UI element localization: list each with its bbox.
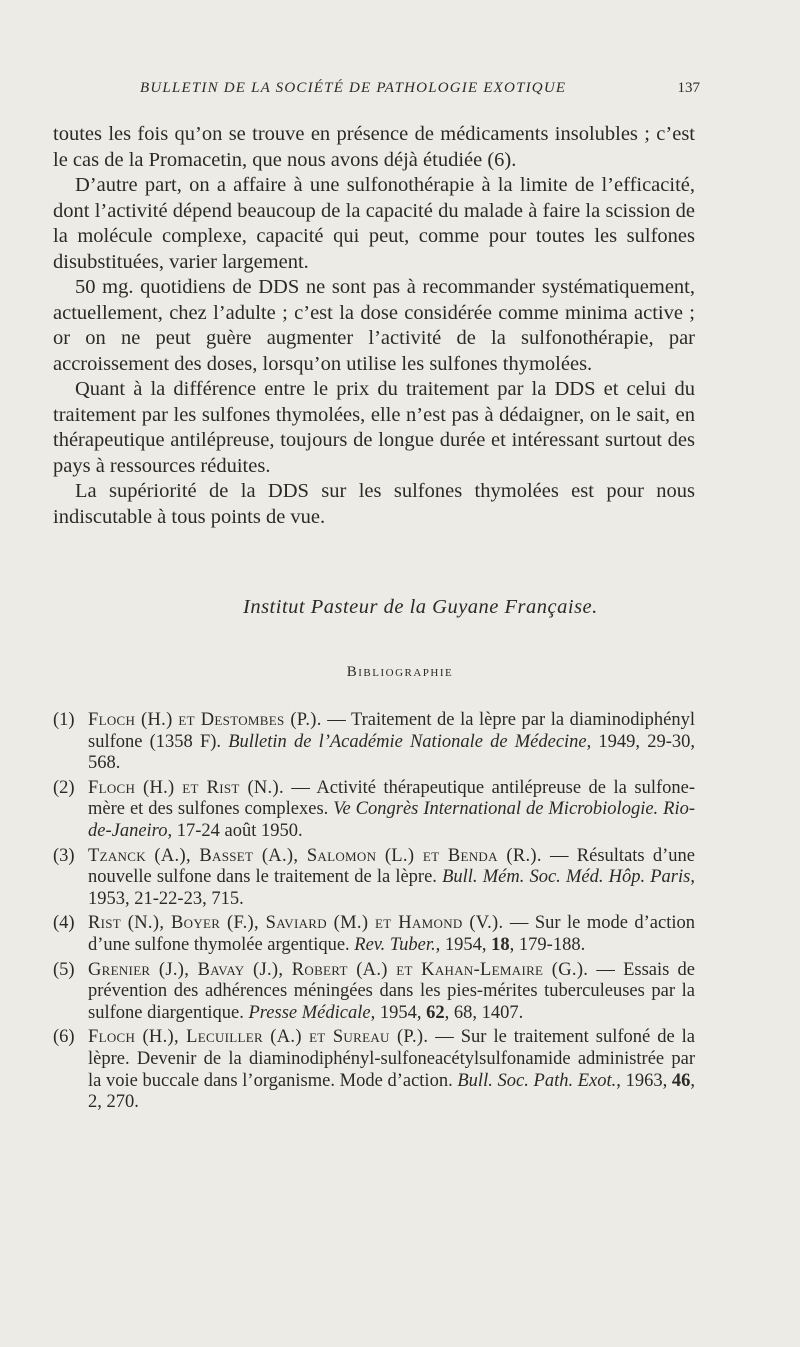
reference-item (53, 960, 695, 1025)
running-header (140, 80, 700, 97)
bibliography-heading: Bibliographie (346, 664, 454, 680)
reference-item (53, 846, 695, 911)
reference-pages: , 68, 1407. (444, 1002, 524, 1023)
reference-details: , 1963, (616, 1070, 672, 1091)
reference-title: — Sur le traitement sulfoné de la lèpre. Devenir de la diaminodiphényl-sulfoneacétylsulfonamide administrée par la voie buccale dans l’organisme. Mode d’action. (88, 1027, 695, 1091)
institution-signature: Institut Pasteur de la Guyane Française. (243, 596, 598, 618)
reference-number: (1) (53, 710, 75, 730)
reference-pages: , 2, 270. (88, 1070, 696, 1113)
reference-item (53, 913, 695, 956)
paragraph: La supériorité de la DDS sur les sulfones thymolées est pour nous indiscutable à tous points de vue. (53, 480, 695, 528)
reference-authors: Grenier (J.), Bavay (J.), Robert (A.) et Kahan-Lemaire (G.). (88, 959, 589, 980)
reference-details: , 1954, (370, 1002, 427, 1023)
reference-details: , 17-24 août 1950. (167, 820, 303, 841)
reference-text (88, 960, 695, 1025)
reference-title: — Essais de prévention des adhérences méningées dans les pies-mérites tuberculeuses par la sulfone diargentique. (88, 959, 696, 1023)
reference-title: — Activité thérapeutique antilépreuse de la sulfone-mère et des sulfones complexes. (88, 777, 695, 820)
reference-title: — Sur le mode d’action d’une sulfone thymolée argentique. (88, 913, 695, 955)
reference-source: Bulletin de l’Académie Nationale de Médecine (228, 731, 587, 752)
bibliography-list (53, 710, 695, 1117)
reference-item (53, 1027, 695, 1113)
reference-source: Presse Médicale (248, 1002, 371, 1023)
article-body (53, 122, 695, 530)
reference-text (88, 778, 695, 843)
reference-number: (6) (53, 1027, 75, 1048)
reference-title: — Traitement de la lèpre par la diaminodiphényl sulfone (1358 F). (88, 710, 695, 752)
reference-source: Bull. Soc. Path. Exot. (457, 1070, 617, 1091)
reference-text (88, 846, 695, 911)
reference-text (88, 1027, 695, 1113)
reference-item (53, 710, 695, 775)
reference-source: Rev. Tuber. (354, 934, 436, 955)
reference-number: (5) (53, 959, 75, 980)
reference-number: (2) (53, 777, 75, 798)
reference-title: — Résultats d’une nouvelle sulfone dans le traitement de la lèpre. (88, 845, 696, 888)
reference-volume: 62 (426, 1002, 445, 1023)
reference-source: Ve Congrès International de Microbiologie. Rio-de-Janeiro (88, 799, 695, 841)
paragraph: 50 mg. quotidiens de DDS ne sont pas à recommander systématiquement, actuellement, chez l’adulte ; c’est la dose considérée comme minima active ; or on ne peut guère augmenter l’activité de la sulfonothérapie, par accroissement des doses, lorsqu’on utilise les sulfones thymolées. (53, 276, 695, 375)
reference-authors: Floch (H.) et Rist (N.). (88, 777, 284, 798)
reference-text (88, 913, 695, 956)
reference-pages: , 179-188. (509, 934, 586, 955)
reference-details: , 1954, (435, 934, 492, 955)
paragraph: toutes les fois qu’on se trouve en présence de médicaments insolubles ; c’est le cas de la Promacetin, que nous avons déjà étudiée (6). (53, 123, 695, 171)
reference-authors: Floch (H.) et Destombes (P.). (88, 710, 322, 730)
reference-source: Bull. Mém. Soc. Méd. Hôp. Paris (442, 867, 691, 888)
reference-authors: Tzanck (A.), Basset (A.), Salomon (L.) et Benda (R.). (88, 845, 542, 866)
paragraph: D’autre part, on a affaire à une sulfonothérapie à la limite de l’efficacité, dont l’activité dépend beaucoup de la capacité du malade à faire la scission de la molécule complexe, capacité qui peut, comme pour toutes les sulfones disubstituées, varier largement. (53, 174, 695, 273)
journal-title: BULLETIN DE LA SOCIÉTÉ DE PATHOLOGIE EXOTIQUE (140, 80, 567, 96)
reference-text (88, 710, 695, 775)
reference-details: , 1949, 29-30, 568. (88, 731, 695, 774)
reference-authors: Floch (H.), Lecuiller (A.) et Sureau (P.). (88, 1027, 429, 1048)
reference-details: , 1953, 21-22-23, 715. (88, 867, 695, 909)
reference-authors: Rist (N.), Boyer (F.), Saviard (M.) et Hamond (V.). (88, 913, 504, 934)
reference-item (53, 778, 695, 843)
reference-number: (3) (53, 845, 75, 866)
reference-number: (4) (53, 913, 75, 934)
paragraph: Quant à la différence entre le prix du traitement par la DDS et celui du traitement par les sulfones thymolées, elle n’est pas à dédaigner, on le sait, en thérapeutique antilépreuse, toujours de longue durée et intéressant surtout des pays à ressources réduites. (53, 378, 695, 477)
reference-volume: 18 (491, 934, 510, 955)
reference-volume: 46 (671, 1070, 691, 1091)
page-number: 137 (677, 80, 700, 96)
